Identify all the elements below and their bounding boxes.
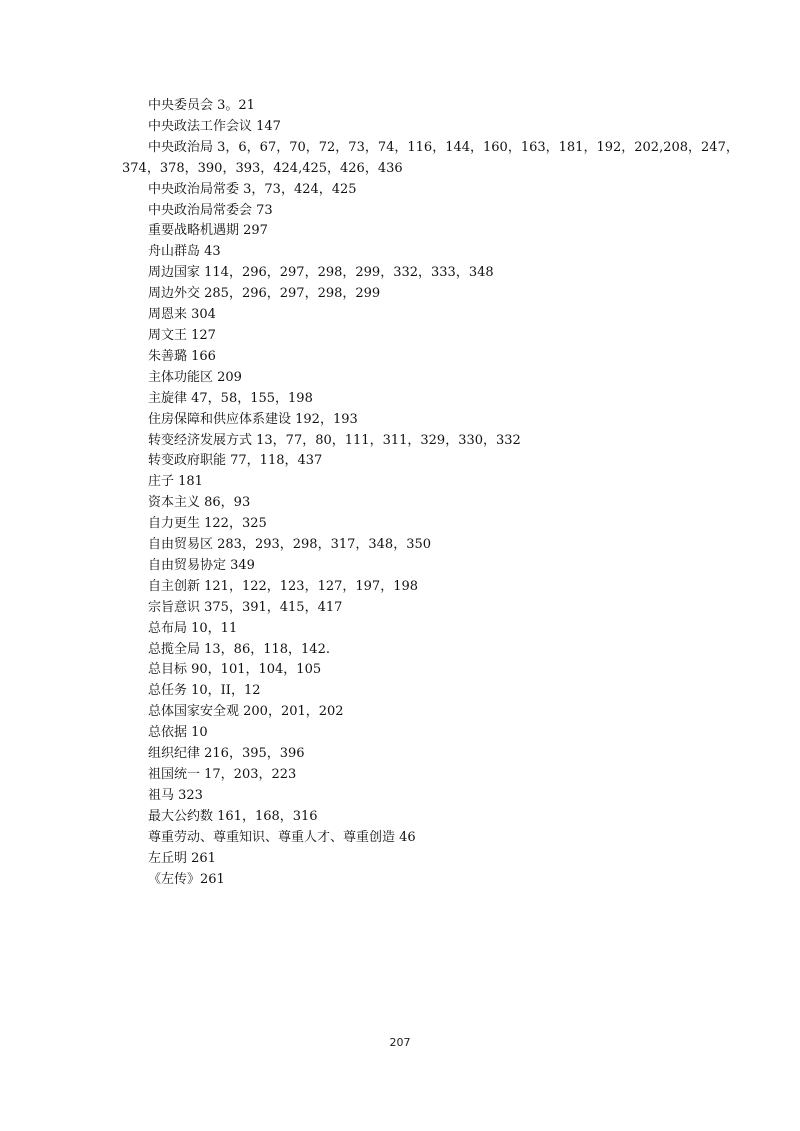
index-entry: 中央政治局常委会 73 <box>148 202 273 218</box>
index-entry: 最大公约数 161，168，316 <box>148 808 318 824</box>
index-entries <box>122 96 748 890</box>
index-entry: 自由贸易区 283，293，298，317，348，350 <box>148 537 432 553</box>
index-entry: 宗旨意识 375，391，415，417 <box>148 599 343 615</box>
index-entry: 主旋律 47，58，155，198 <box>148 390 313 406</box>
index-entry: 左丘明 261 <box>148 850 216 866</box>
index-entry: 中央政法工作会议 147 <box>148 118 281 134</box>
index-entry: 中央政治局常委 3，73，424，425 <box>148 181 357 197</box>
index-entry: 庄子 181 <box>148 474 203 490</box>
index-entry: 总布局 10，11 <box>148 620 238 636</box>
index-entry: 重要战略机遇期 297 <box>148 223 268 239</box>
index-entry: 总目标 90，101，104，105 <box>148 662 322 678</box>
index-entry: 主体功能区 209 <box>148 369 242 385</box>
index-entry: 周边国家 114，296，297，298，299，332，333，348 <box>148 265 494 281</box>
index-entry: 朱善璐 166 <box>148 348 216 364</box>
page-number: 207 <box>389 1036 411 1049</box>
index-entry: 资本主义 86，93 <box>148 495 251 511</box>
index-entry: 周恩来 304 <box>148 307 216 323</box>
index-entry-continuation-text: 374，378，390，393，424,425，426，436 <box>122 160 403 176</box>
index-entry: 总任务 10，II，12 <box>148 683 261 699</box>
index-entry: 自由贸易协定 349 <box>148 557 255 573</box>
index-entry: 祖马 323 <box>148 787 203 803</box>
index-entry: 组织纪律 216，395，396 <box>148 746 305 762</box>
index-entry: 转变经济发展方式 13，77，80，111，311，329，330，332 <box>148 432 521 448</box>
index-entry: 转变政府职能 77，118，437 <box>148 453 323 469</box>
index-entry: 中央政治局 3，6，67，70，72，73，74，116，144，160，163，181，192，202,208，247， <box>148 139 739 155</box>
index-entry: 祖国统一 17，203，223 <box>148 767 297 782</box>
index-entry: 总依据 10 <box>148 725 208 741</box>
index-entry: 总体国家安全观 200，201，202 <box>148 704 344 720</box>
index-entry: 自力更生 122，325 <box>148 516 267 532</box>
index-entry: 住房保障和供应体系建设 192，193 <box>148 411 358 427</box>
index-entry: 《左传》261 <box>148 871 225 887</box>
index-entry: 自主创新 121，122，123，127，197，198 <box>148 578 419 594</box>
index-entry: 周文王 127 <box>148 327 216 343</box>
index-entry: 舟山群岛 43 <box>148 244 221 260</box>
index-entry: 中央委员会 3。21 <box>148 98 255 113</box>
index-entry: 周边外交 285，296，297，298，299 <box>148 286 381 302</box>
index-entry: 总揽全局 13，86，118，142. <box>148 641 330 657</box>
index-entry: 尊重劳动、尊重知识、尊重人才、尊重创造 46 <box>148 829 416 845</box>
index-entry-continuation <box>122 159 748 180</box>
